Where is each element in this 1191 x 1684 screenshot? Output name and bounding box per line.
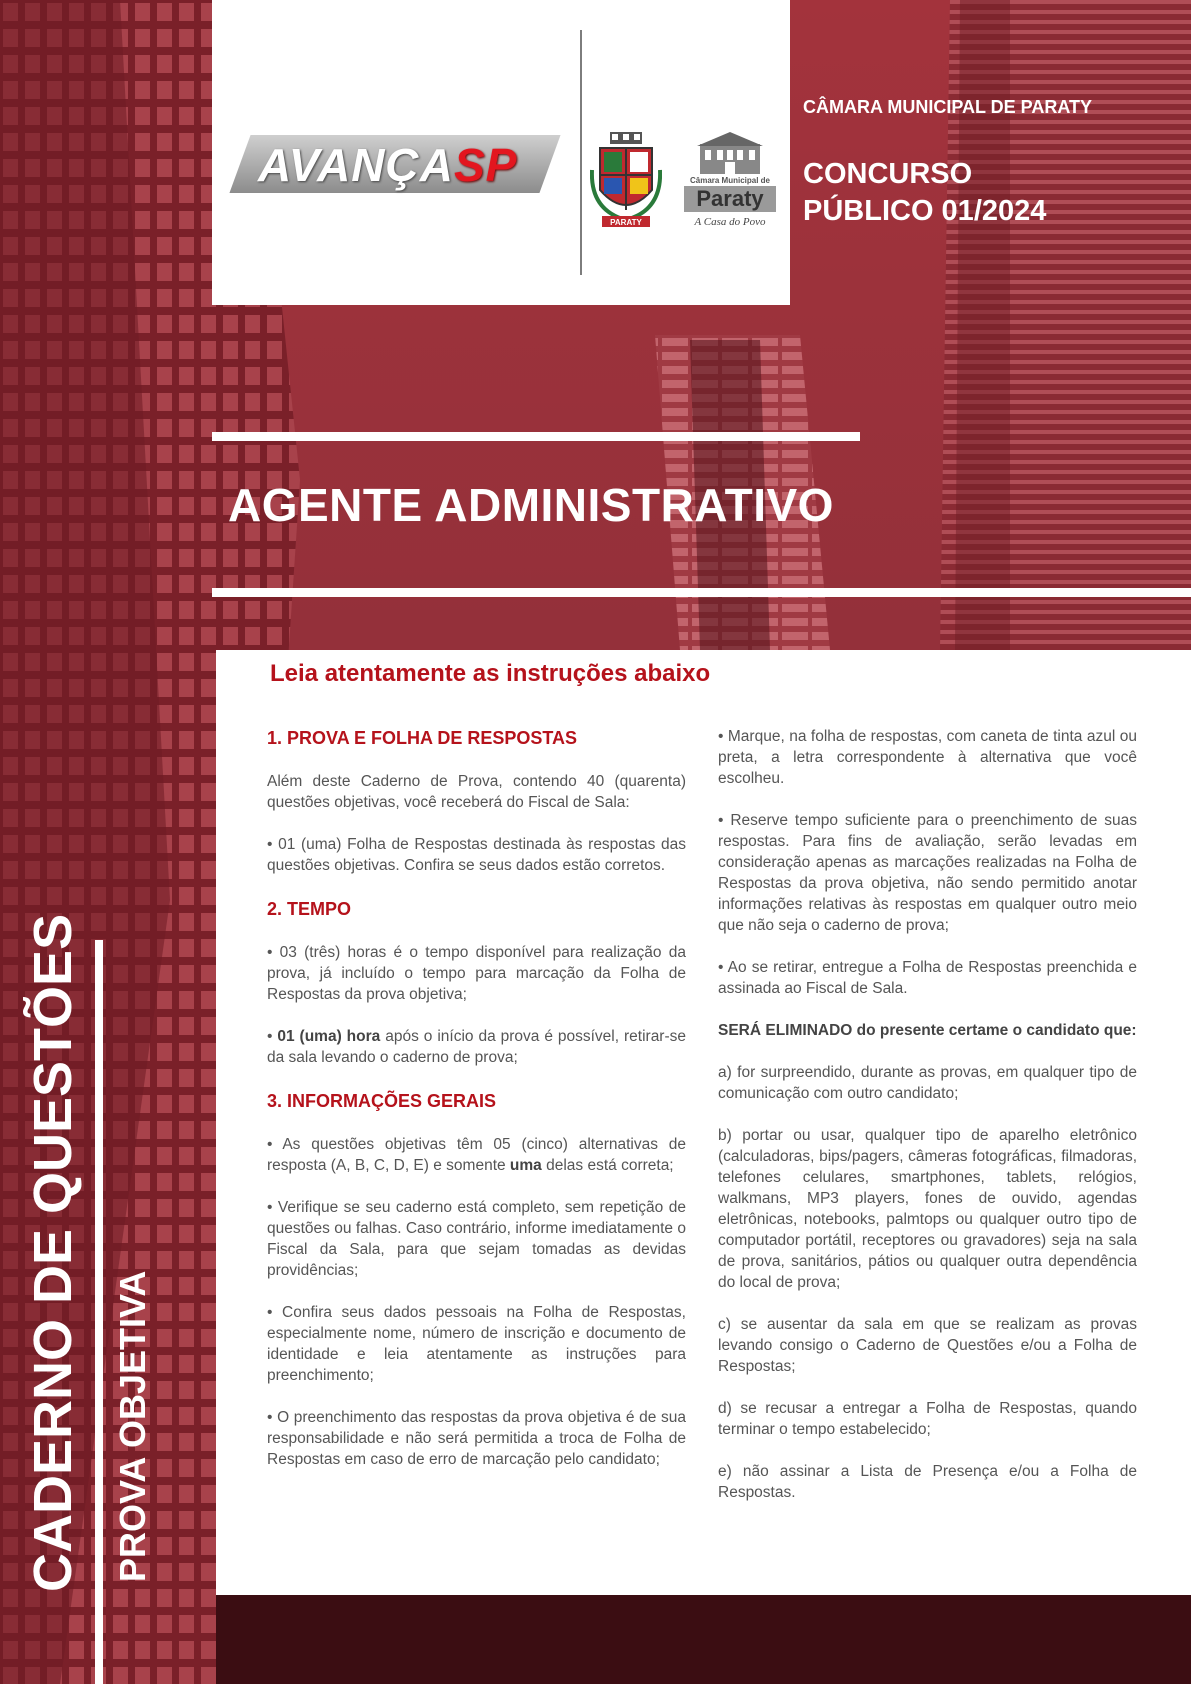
elimination-item: a) for surpreendido, durante as provas, em qualquer tipo de comunicação com outro candidato; [718, 1064, 1137, 1102]
instruction-paragraph: • Ao se retirar, entregue a Folha de Respostas preenchida e assinada ao Fiscal de Sala. [718, 959, 1137, 997]
camara-logo-big-text: Paraty [684, 186, 776, 212]
instructions-title: Leia atentamente as instruções abaixo [270, 660, 711, 687]
section-heading: 2. TEMPO [267, 899, 352, 919]
instruction-paragraph: • 03 (três) horas é o tempo disponível para realização da prova, já incluído o tempo para marcação da Folha de Respostas da prova objetiva; [267, 944, 686, 1003]
logo-text-sp: SP [453, 139, 518, 191]
avancasp-logo [240, 135, 550, 193]
instruction-paragraph: Além deste Caderno de Prova, contendo 40 (quarenta) questões objetivas, você receberá do Fiscal de Sala: [267, 773, 686, 811]
instruction-paragraph: • 01 (uma) hora após o início da prova é possível, retirar-se da sala levando o caderno de prova; [267, 1028, 687, 1066]
title-rule-top [212, 432, 860, 441]
side-title-caderno: CADERNO DE QUESTÕES [23, 913, 83, 1592]
instruction-paragraph: • Confira seus dados pessoais na Folha de Respostas, especialmente nome, número de inscrição e documento de identidade e leia atentamente as instruções para preenchimento; [267, 1304, 686, 1384]
instruction-paragraph: • O preenchimento das respostas da prova objetiva é de sua responsabilidade e não será permitida a troca de Folha de Respostas em caso de erro de marcação pelo candidato; [267, 1409, 686, 1468]
title-rule-bottom [212, 588, 1191, 597]
section-heading: 1. PROVA E FOLHA DE RESPOSTAS [267, 728, 578, 748]
instructions-left-column [267, 726, 686, 1491]
elimination-heading: SERÁ ELIMINADO do presente certame o candidato que: [718, 1022, 1137, 1039]
bold-text: uma [509, 1157, 542, 1174]
camara-paraty-logo [680, 132, 780, 232]
crest-label: PARATY [610, 218, 642, 227]
instruction-paragraph: • 01 (uma) Folha de Respostas destinada às respostas das questões objetivas. Confira se seus dados estão corretos. [267, 836, 686, 874]
side-title-prova: PROVA OBJETIVA [112, 1270, 153, 1582]
section-heading: 3. INFORMAÇÕES GERAIS [267, 1091, 497, 1111]
organization-name: CÂMARA MUNICIPAL DE PARATY [803, 97, 1092, 117]
elimination-item: d) se recusar a entregar a Folha de Respostas, quando terminar o tempo estabelecido; [718, 1400, 1137, 1438]
instruction-paragraph: • Marque, na folha de respostas, com caneta de tinta azul ou preta, a letra correspondente à alternativa que você escolheu. [718, 728, 1137, 787]
instructions-right-column [718, 726, 1137, 1524]
concurso-title: CONCURSO PÚBLICO 01/2024 [803, 158, 1047, 227]
logo-text-avanca: AVANÇA [258, 139, 454, 191]
instruction-paragraph: • As questões objetivas têm 05 (cinco) alternativas de resposta (A, B, C, D, E) e somente uma delas está correta; [267, 1136, 686, 1174]
logo-divider [580, 30, 582, 275]
elimination-item: b) portar ou usar, qualquer tipo de aparelho eletrônico (calculadoras, bips/pagers, câmeras fotográficas, filmadoras, telefones celulares, smartphones, tablets, relógios, walkmans, MP3 players, fones de ouvido, agendas eletrônicas, notebooks, palmtops ou qualquer outro tipo de computador portátil, receptores ou gravadores) seja na sala de prova, sanitários, pátios ou qualquer outra dependência do local de prova; [718, 1127, 1137, 1291]
building-icon [695, 132, 765, 176]
side-vertical-bar [95, 940, 103, 1684]
camara-logo-tagline: A Casa do Povo [694, 216, 766, 228]
instruction-paragraph: • Verifique se seu caderno está completo, sem repetição de questões ou falhas. Caso contrário, informe imediatamente o Fiscal da Sala, para que sejam tomadas as devidas providências; [267, 1199, 686, 1279]
paraty-coat-of-arms-icon [590, 130, 662, 230]
instruction-paragraph: • Reserve tempo suficiente para o preenchimento de suas respostas. Para fins de avaliação, serão levadas em consideração apenas as marcações realizadas na Folha de Respostas da prova objetiva, não sendo permitido anotar informações relativas às respostas em qualquer outro meio que não seja o caderno de prova; [718, 812, 1137, 934]
bold-text: 01 (uma) hora [277, 1028, 381, 1045]
job-title: AGENTE ADMINISTRATIVO [228, 479, 834, 531]
header-logo-box [212, 0, 790, 305]
elimination-item: c) se ausentar da sala em que se realizam as provas levando consigo o Caderno de Questões e/ou a Folha de Respostas; [718, 1316, 1137, 1375]
camara-logo-small-text: Câmara Municipal de [689, 176, 771, 185]
elimination-item: e) não assinar a Lista de Presença e/ou a Folha de Respostas. [718, 1463, 1137, 1501]
